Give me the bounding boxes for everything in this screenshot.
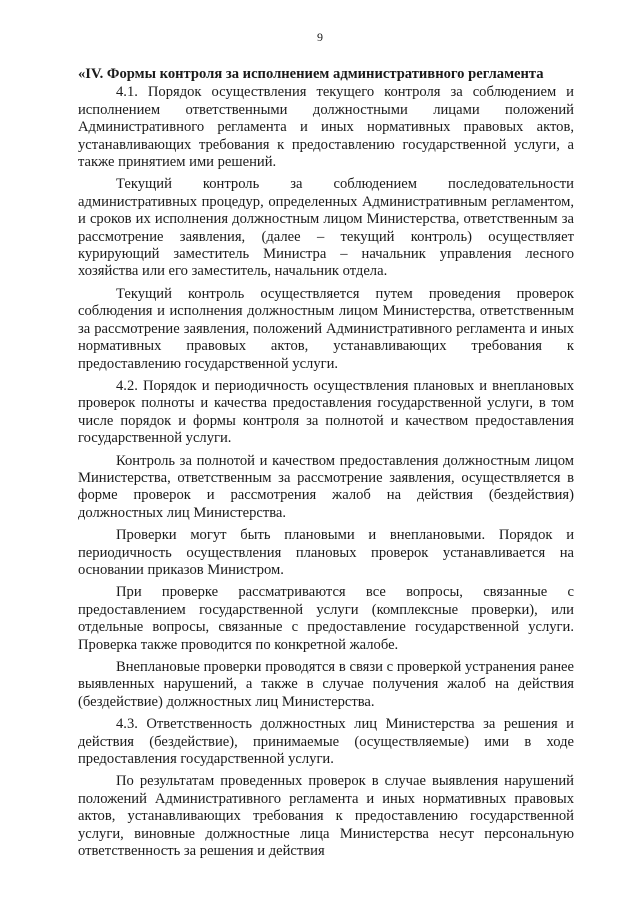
paragraph-4-1: 4.1. Порядок осуществления текущего контроля за соблюдением и исполнением ответственными должностными лицами положений Административного регламента и иных нормативных правовых актов, устанавливающих требования к предоставлению государственной услуги, а также принятием ими решений. — [78, 84, 574, 171]
paragraph-control-checks: Текущий контроль осуществляется путем проведения проверок соблюдения и исполнения должностным лицом Министерства, ответственным за рассмотрение заявления, положений Административного регламента и иных нормативных правовых актов, устанавливающих требования к предоставлению государственной услуги. — [78, 285, 574, 372]
paragraph-planned-checks: Проверки могут быть плановыми и внеплановыми. Порядок и периодичность осуществления плановых проверок устанавливается на основании приказов Министром. — [78, 527, 574, 578]
paragraph-4-2: 4.2. Порядок и периодичность осуществления плановых и внеплановых проверок полноты и качества предоставления государственной услуги, в том числе порядок и формы контроля за полнотой и качеством предоставления государственной услуги. — [78, 377, 574, 447]
paragraph-check-scope: При проверке рассматриваются все вопросы, связанные с предоставлением государственной услуги (комплексные проверки), или отдельные вопросы, связанные с предоставление государственной услуги. Проверка также проводится по конкретной жалобе. — [78, 584, 574, 653]
page-number: 9 — [317, 30, 323, 44]
paragraph-current-control: Текущий контроль за соблюдением последовательности административных процедур, определенных Административным регламентом, и сроков их исполнения должностным лицом Министерства, ответственным за рассмотрение заявления, (далее – текущий контроль) осуществляет курирующий заместитель Министра – начальник управления лесного хозяйства или его заместитель, начальник отдела. — [78, 176, 574, 280]
paragraph-responsibility: По результатам проведенных проверок в случае выявления нарушений положений Административного регламента и иных нормативных правовых актов, устанавливающих требования к предоставлению государственной услуги, виновные должностные лица Министерства несут персональную ответственность за решения и действия — [78, 773, 574, 860]
section-heading: «IV. Формы контроля за исполнением административного регламента — [78, 66, 544, 82]
paragraph-4-3: 4.3. Ответственность должностных лиц Министерства за решения и действия (бездействие), принимаемые (осуществляемые) ими в ходе предоставления государственной услуги. — [78, 716, 574, 768]
paragraph-quality-control: Контроль за полнотой и качеством предоставления должностным лицом Министерства, ответственным за рассмотрение заявления, осуществляется в форме проверок и рассмотрения жалоб на действия (бездействия) должностных лиц Министерства. — [78, 452, 574, 521]
paragraph-unplanned-checks: Внеплановые проверки проводятся в связи с проверкой устранения ранее выявленных нарушений, а также в случае получения жалоб на действия (бездействие) должностных лиц Министерства. — [78, 659, 574, 710]
document-body — [78, 66, 574, 860]
